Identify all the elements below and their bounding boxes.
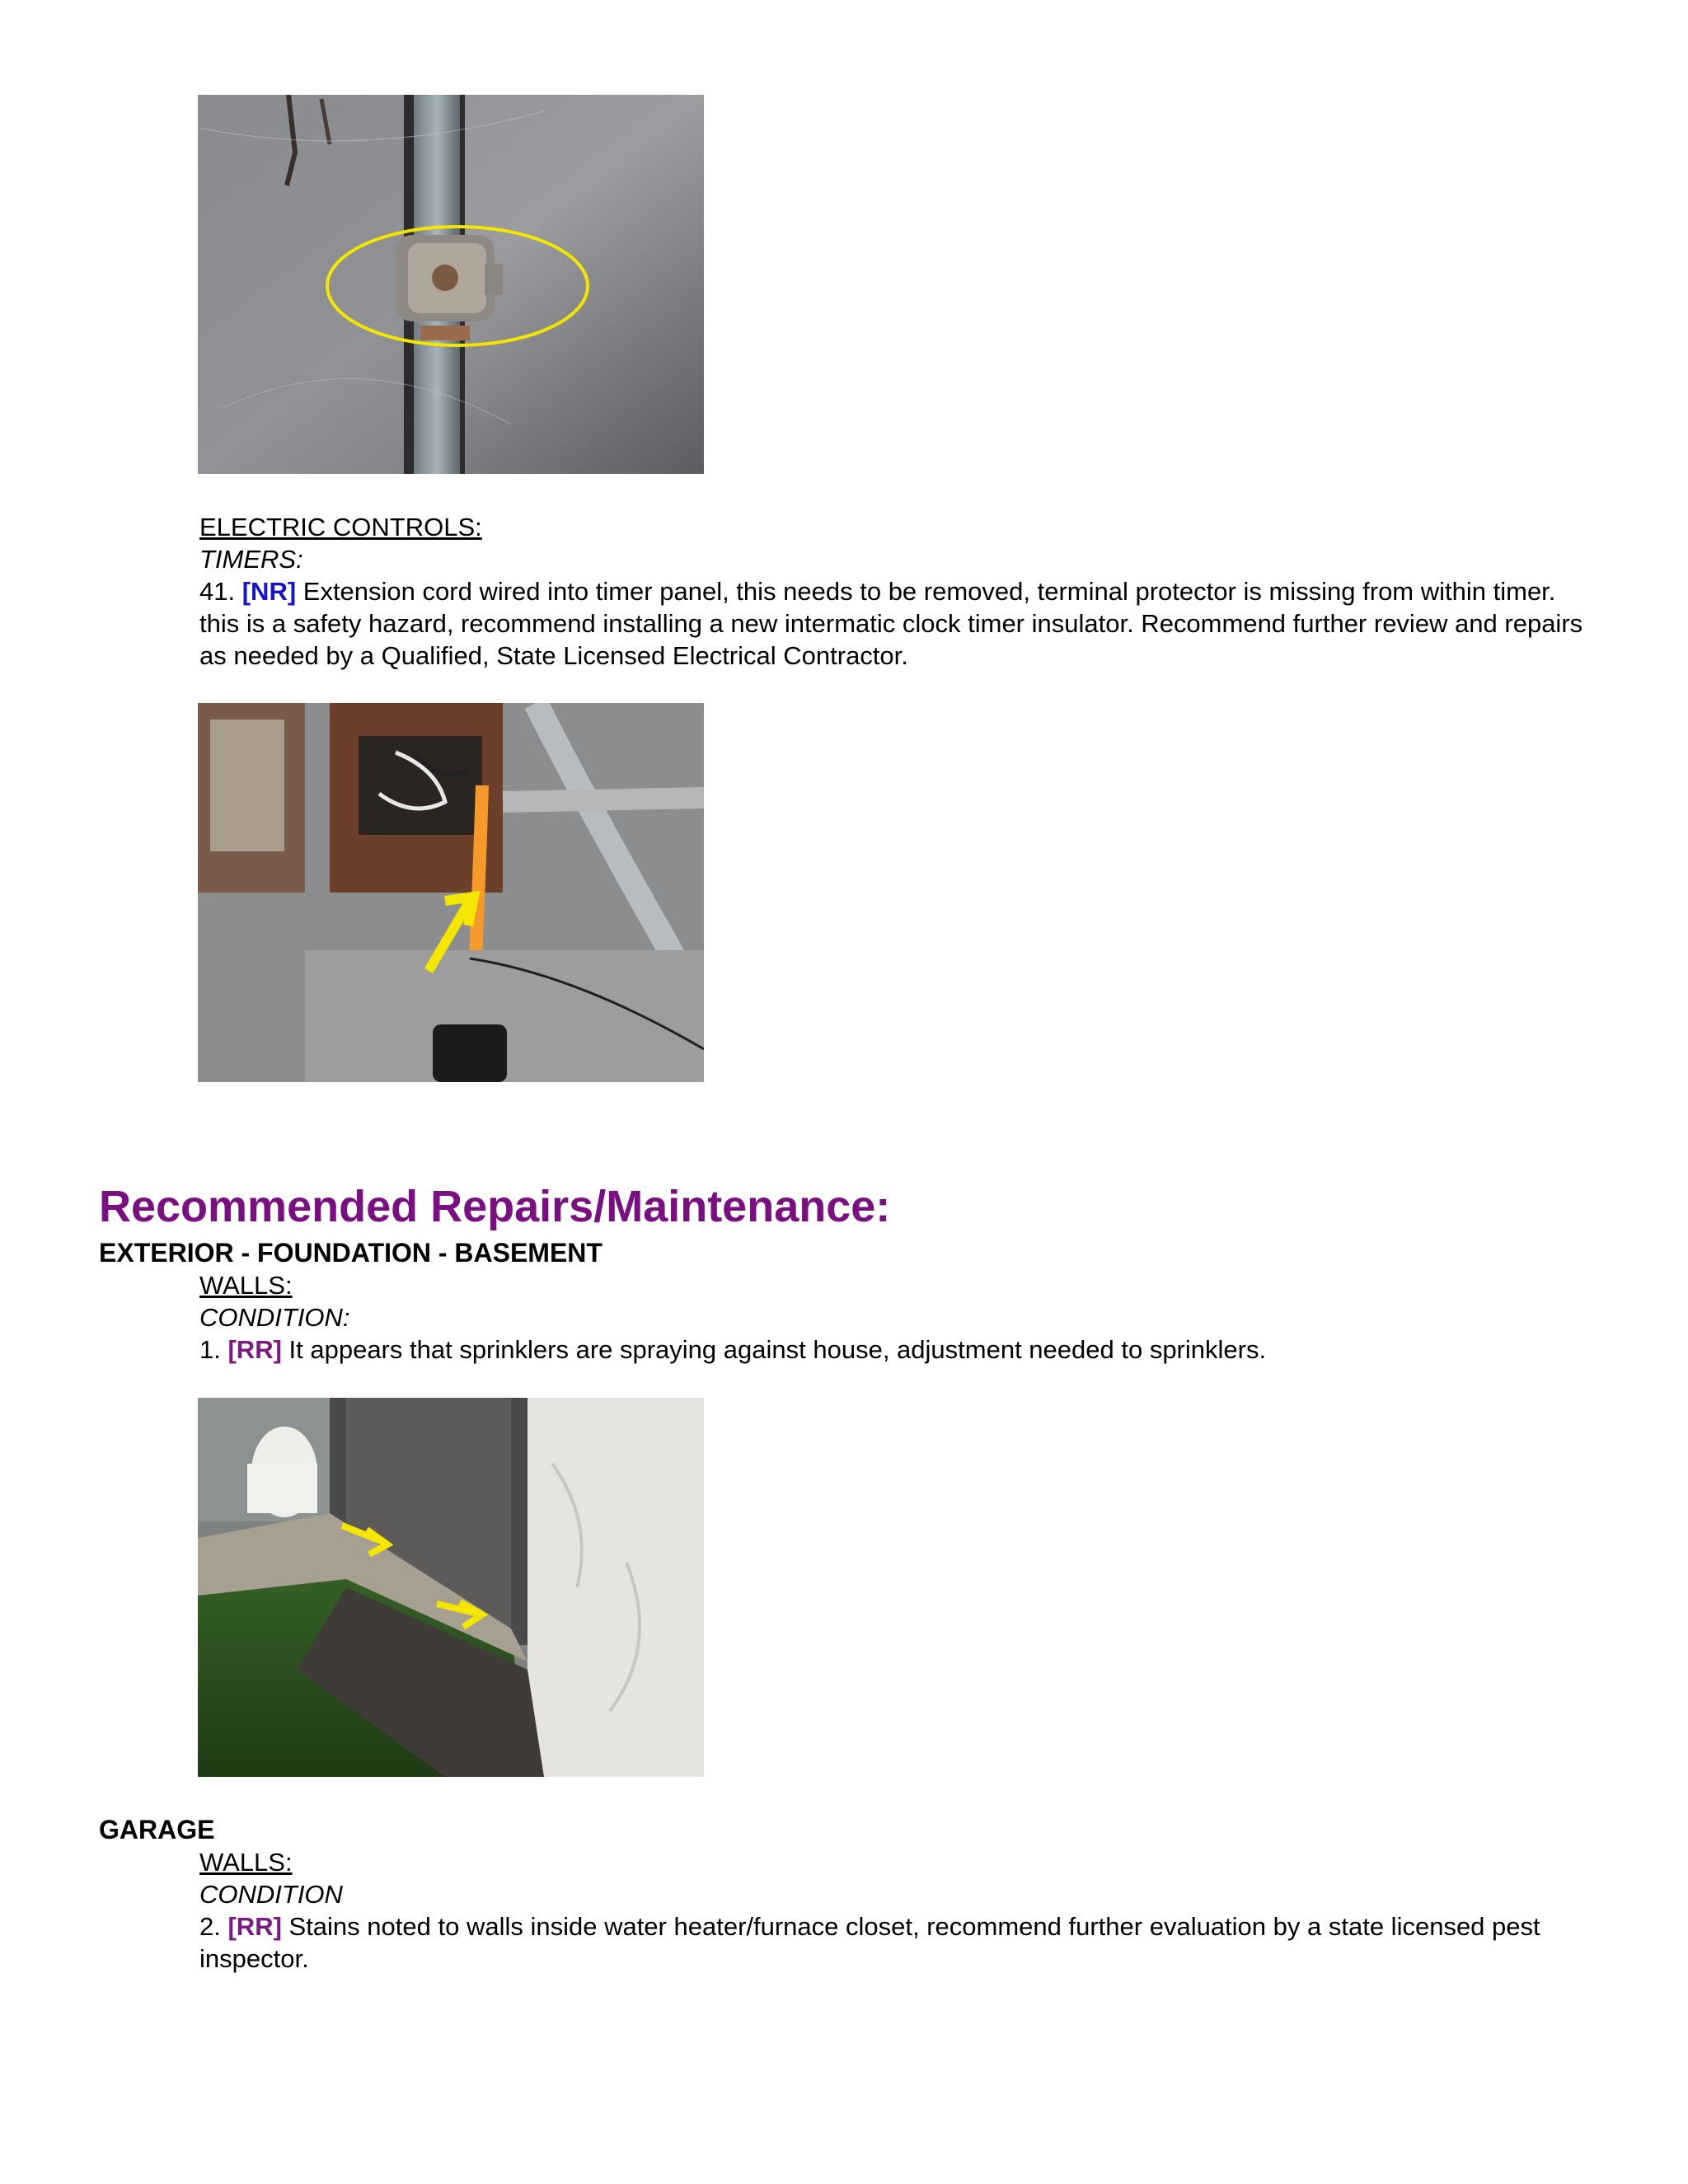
category-walls: WALLS: [199, 1271, 293, 1300]
finding-text: Stains noted to walls inside water heater/furnace closet, recommend further evaluation by a state licensed pest inspector. [199, 1912, 1540, 1973]
subcategory-condition: CONDITION: [199, 1303, 350, 1332]
finding-1 [199, 1333, 1584, 1366]
subcategory-timers: TIMERS: [199, 545, 303, 574]
finding-41 [199, 575, 1584, 672]
item-number: 1. [199, 1335, 221, 1364]
photo-sprinkler-wall [198, 1398, 704, 1777]
section-exterior-foundation-basement: EXTERIOR - FOUNDATION - BASEMENT [99, 1238, 603, 1268]
tag-rr-badge: [RR] [227, 1335, 282, 1364]
finding-text: It appears that sprinklers are spraying against house, adjustment needed to sprinklers. [281, 1335, 1267, 1364]
recommended-repairs-heading: Recommended Repairs/Maintenance: [99, 1182, 891, 1231]
tag-nr-badge: [NR] [241, 577, 297, 606]
subcategory-condition-garage: CONDITION [199, 1880, 343, 1909]
item-number: 2. [199, 1912, 221, 1941]
section-garage: GARAGE [99, 1815, 215, 1844]
sprinkler-wall-image [198, 1398, 704, 1777]
finding-2 [199, 1910, 1584, 1975]
photo-gas-valve [198, 95, 704, 474]
item-number: 41. [199, 577, 236, 606]
tag-rr-badge: [RR] [227, 1912, 282, 1941]
photo-timer-panel [198, 703, 704, 1082]
finding-text: Extension cord wired into timer panel, this needs to be removed, terminal protector is missing from within timer. this is a safety hazard, recommend installing a new intermatic clock timer insulator. Recommend further review and repairs as needed by a Qualified, State Licensed Electrical Contractor. [199, 577, 1583, 670]
timer-panel-image [198, 703, 704, 1082]
category-electric-controls: ELECTRIC CONTROLS: [199, 513, 482, 541]
category-walls-garage: WALLS: [199, 1848, 293, 1877]
gas-valve-image [198, 95, 704, 474]
